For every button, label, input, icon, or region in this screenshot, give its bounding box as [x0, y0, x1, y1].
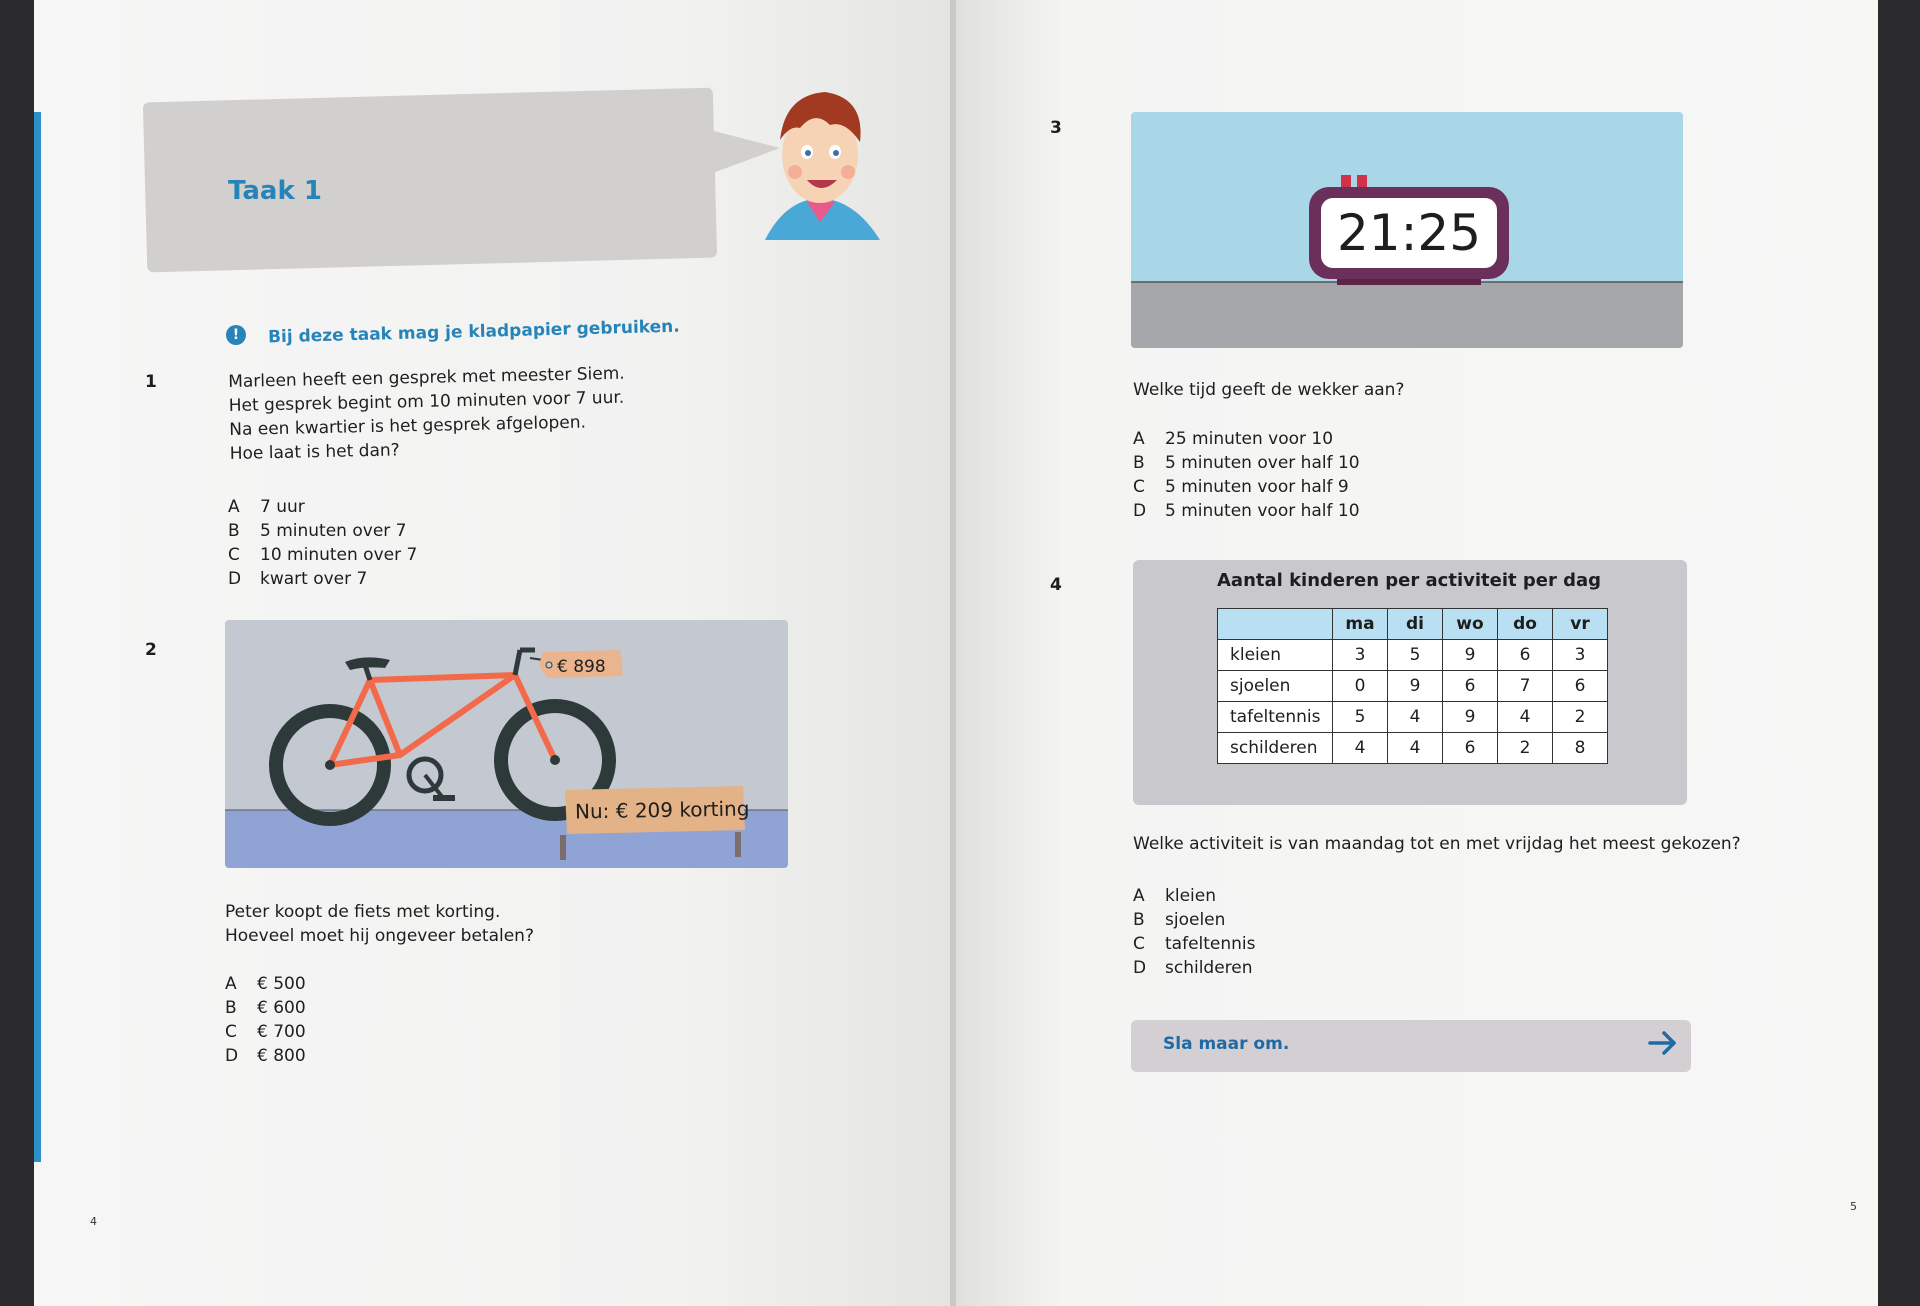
- table-header-row: [1218, 609, 1608, 640]
- question-1-text: [228, 362, 626, 466]
- activity-cell: sjoelen: [1218, 671, 1333, 702]
- task-title: Taak 1: [228, 176, 322, 206]
- value-cell: 9: [1443, 640, 1498, 671]
- option-b[interactable]: B 5 minuten over half 10: [1133, 453, 1360, 473]
- question-1-number: 1: [145, 372, 157, 392]
- option-d[interactable]: D 5 minuten voor half 10: [1133, 501, 1360, 521]
- value-cell: 6: [1553, 671, 1608, 702]
- option-d[interactable]: D schilderen: [1133, 958, 1253, 978]
- option-b[interactable]: B sjoelen: [1133, 910, 1226, 930]
- question-2-line: Peter koopt de fiets met korting.: [225, 902, 501, 922]
- value-cell: 2: [1553, 702, 1608, 733]
- question-4-options: [1133, 884, 1256, 980]
- value-cell: 0: [1333, 671, 1388, 702]
- activity-cell: kleien: [1218, 640, 1333, 671]
- info-icon: !: [226, 325, 246, 345]
- value-cell: 3: [1333, 640, 1388, 671]
- option-c[interactable]: C € 700: [225, 1022, 306, 1042]
- value-cell: 4: [1333, 733, 1388, 764]
- option-a[interactable]: A € 500: [225, 974, 306, 994]
- value-cell: 7: [1498, 671, 1553, 702]
- value-cell: 8: [1553, 733, 1608, 764]
- book-spine: [950, 0, 956, 1306]
- option-a[interactable]: A 25 minuten voor 10: [1133, 429, 1334, 449]
- boy-mascot-illustration: [745, 80, 895, 250]
- option-a[interactable]: A kleien: [1133, 886, 1216, 906]
- value-cell: 5: [1388, 640, 1443, 671]
- value-cell: 2: [1498, 733, 1553, 764]
- day-header: ma: [1333, 609, 1388, 640]
- question-1-line: Marleen heeft een gesprek met meester Siem.: [228, 363, 625, 392]
- activity-cell: tafeltennis: [1218, 702, 1333, 733]
- option-b[interactable]: B € 600: [225, 998, 306, 1018]
- question-1-options: [228, 495, 417, 591]
- day-header: do: [1498, 609, 1553, 640]
- question-3-number: 3: [1050, 118, 1062, 138]
- alarm-clock-illustration: [1131, 112, 1683, 348]
- question-2-text: [225, 900, 534, 948]
- question-3-text: Welke tijd geeft de wekker aan?: [1133, 380, 1405, 400]
- day-header: vr: [1553, 609, 1608, 640]
- option-d[interactable]: D € 800: [225, 1046, 306, 1066]
- question-4-number: 4: [1050, 575, 1062, 595]
- clock-display: 21:25: [1336, 204, 1482, 262]
- question-1-line: Na een kwartier is het gesprek afgelopen.: [229, 412, 587, 440]
- activity-cell: schilderen: [1218, 733, 1333, 764]
- question-2-number: 2: [145, 640, 157, 660]
- question-2-options: [225, 972, 306, 1068]
- table-row: [1218, 671, 1608, 702]
- option-a[interactable]: A 7 uur: [228, 497, 305, 517]
- question-3-options: [1133, 427, 1360, 523]
- table-row: [1218, 640, 1608, 671]
- page-number-left: 4: [90, 1215, 97, 1228]
- value-cell: 6: [1443, 671, 1498, 702]
- table-corner-cell: [1218, 609, 1333, 640]
- option-b[interactable]: B 5 minuten over 7: [228, 521, 407, 541]
- table-row: [1218, 702, 1608, 733]
- option-c[interactable]: C 5 minuten voor half 9: [1133, 477, 1349, 497]
- value-cell: 4: [1388, 702, 1443, 733]
- skip-text: Sla maar om.: [1163, 1034, 1290, 1054]
- info-text: Bij deze taak mag je kladpapier gebruiken.: [267, 316, 680, 348]
- option-d[interactable]: D kwart over 7: [228, 569, 368, 589]
- table-title: Aantal kinderen per activiteit per dag: [1217, 570, 1602, 591]
- bike-illustration: [225, 620, 788, 868]
- activity-table: [1217, 608, 1608, 764]
- day-header: wo: [1443, 609, 1498, 640]
- question-1-line: Hoe laat is het dan?: [229, 440, 400, 464]
- question-2-line: Hoeveel moet hij ongeveer betalen?: [225, 926, 534, 946]
- value-cell: 6: [1443, 733, 1498, 764]
- question-1-line: Het gesprek begint om 10 minuten voor 7 uur.: [228, 387, 625, 416]
- value-cell: 6: [1498, 640, 1553, 671]
- table-row: [1218, 733, 1608, 764]
- value-cell: 4: [1498, 702, 1553, 733]
- value-cell: 3: [1553, 640, 1608, 671]
- question-4-text: Welke activiteit is van maandag tot en met vrijdag het meest gekozen?: [1133, 834, 1741, 854]
- discount-sign: Nu: € 209 korting: [574, 796, 750, 824]
- value-cell: 9: [1388, 671, 1443, 702]
- arrow-right-icon[interactable]: [1646, 1026, 1680, 1060]
- value-cell: 4: [1388, 733, 1443, 764]
- value-cell: 5: [1333, 702, 1388, 733]
- day-header: di: [1388, 609, 1443, 640]
- option-c[interactable]: C 10 minuten over 7: [228, 545, 418, 565]
- price-tag: € 898: [557, 657, 606, 677]
- page-number-right: 5: [1850, 1200, 1857, 1213]
- option-c[interactable]: C tafeltennis: [1133, 934, 1256, 954]
- page-edge-stripe: [34, 112, 41, 1162]
- value-cell: 9: [1443, 702, 1498, 733]
